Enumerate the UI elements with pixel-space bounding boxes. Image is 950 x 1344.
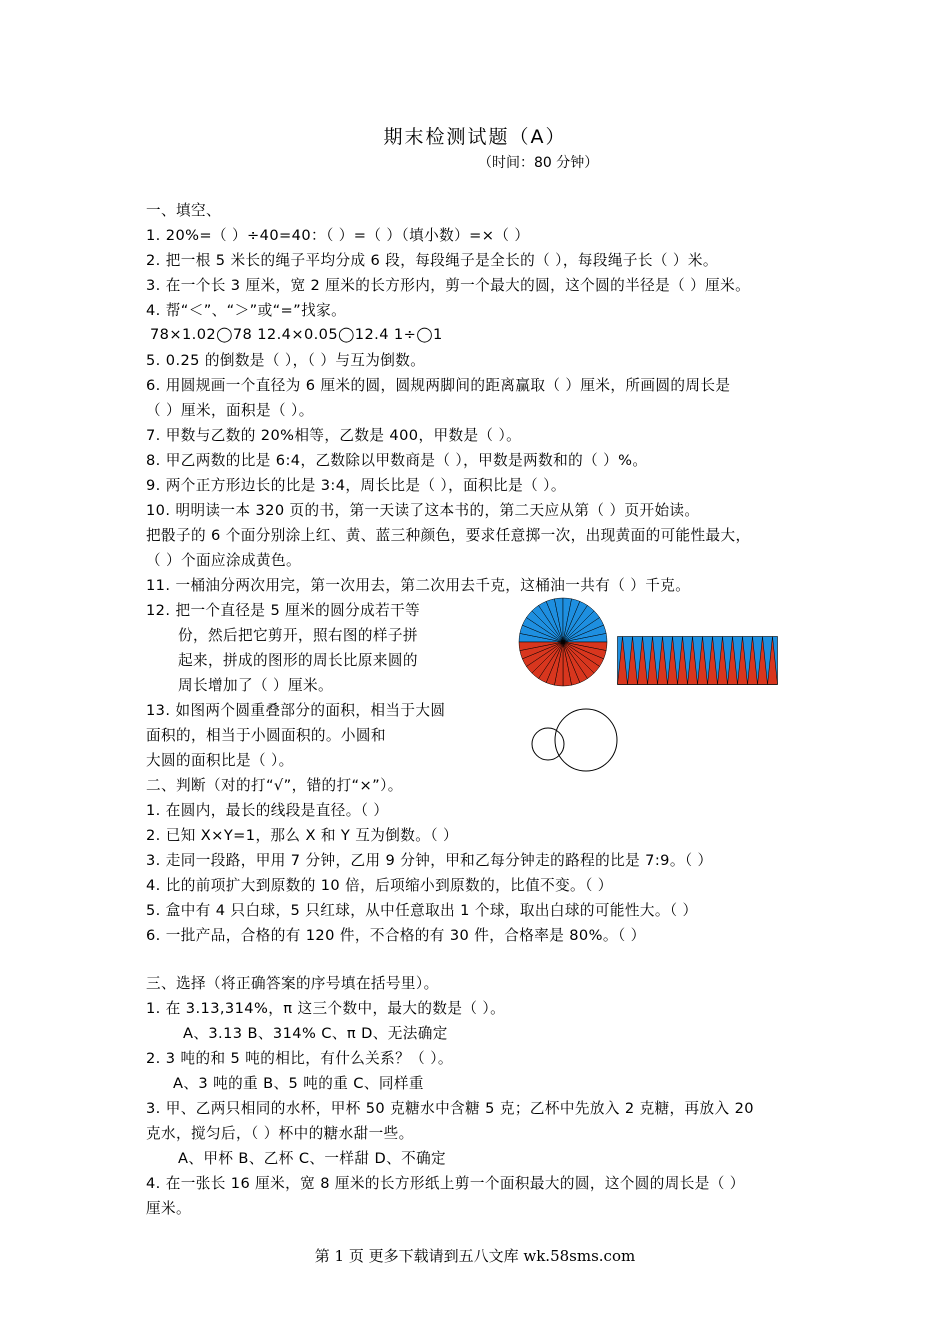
question-line: 1. 20%=（ ）÷40=40：（ ）=（ ）（填小数）=×（ ） bbox=[146, 227, 530, 244]
question-line: 8. 甲乙两数的比是 6:4，乙数除以甲数商是（ ），甲数是两数和的（ ）%。 bbox=[146, 452, 648, 469]
question-line: 4. 在一张长 16 厘米，宽 8 厘米的长方形纸上剪一个面积最大的圆，这个圆的周长是（ ） bbox=[146, 1175, 745, 1192]
question-line: 4. 帮“＜”、“＞”或“=”找家。 bbox=[146, 302, 347, 319]
question-line: 大圆的面积比是（ ）。 bbox=[146, 752, 294, 769]
question-line: 份，然后把它剪开，照右图的样子拼 bbox=[178, 627, 418, 644]
small-circle bbox=[532, 728, 564, 760]
question-line: 2. 已知 X×Y=1，那么 X 和 Y 互为倒数。（ ） bbox=[146, 827, 458, 844]
question-line: 78×1.02◯78 12.4×0.05◯12.4 1÷◯1 bbox=[150, 326, 443, 343]
sectored-circle-figure bbox=[515, 597, 611, 687]
question-line: 2. 把一根 5 米长的绳子平均分成 6 段，每段绳子是全长的（ ），每段绳子长（ ）米。 bbox=[146, 252, 718, 269]
question-line: 6. 一批产品，合格的有 120 件，不合格的有 30 件，合格率是 80%。（ ） bbox=[146, 927, 646, 944]
question-line: 4. 比的前项扩大到原数的 10 倍，后项缩小到原数的，比值不变。（ ） bbox=[146, 877, 613, 894]
question-line: 周长增加了（ ）厘米。 bbox=[178, 677, 333, 694]
question-line: 起来，拼成的图形的周长比原来圆的 bbox=[178, 652, 418, 669]
question-line: （ ）厘米，面积是（ ）。 bbox=[146, 402, 314, 419]
question-line: 5. 盒中有 4 只白球，5 只红球，从中任意取出 1 个球，取出白球的可能性大。（ ） bbox=[146, 902, 698, 919]
question-line: 3. 在一个长 3 厘米，宽 2 厘米的长方形内，剪一个最大的圆，这个圆的半径是（ ）厘米。 bbox=[146, 277, 751, 294]
question-line: 厘米。 bbox=[146, 1200, 191, 1217]
section-1-heading: 一、填空、 bbox=[146, 202, 221, 219]
question-line: 3. 走同一段路，甲用 7 分钟，乙用 9 分钟，甲和乙每分钟走的路程的比是 7:9。（ ） bbox=[146, 852, 713, 869]
choice-options: A、3.13 B、314% C、π D、无法确定 bbox=[183, 1025, 448, 1042]
question-line: 10. 明明读一本 320 页的书，第一天读了这本书的，第二天应从第（ ）页开始读。 bbox=[146, 502, 700, 519]
question-line: 克水，搅匀后，（ ）杯中的糖水甜一些。 bbox=[146, 1125, 414, 1142]
question-line: 12. 把一个直径是 5 厘米的圆分成若干等 bbox=[146, 602, 421, 619]
question-line: 9. 两个正方形边长的比是 3:4，周长比是（ ），面积比是（ ）。 bbox=[146, 477, 566, 494]
question-line: 5. 0.25 的倒数是（ ），（ ）与互为倒数。 bbox=[146, 352, 426, 369]
question-line: 2. 3 吨的和 5 吨的相比，有什么关系？（ ）。 bbox=[146, 1050, 453, 1067]
question-line: 11. 一桶油分两次用完，第一次用去，第二次用去千克，这桶油一共有（ ）千克。 bbox=[146, 577, 691, 594]
page-title: 期末检测试题（A） bbox=[383, 126, 567, 148]
question-line: 1. 在圆内，最长的线段是直径。（ ） bbox=[146, 802, 389, 819]
rearranged-sectors-figure bbox=[617, 636, 778, 686]
overlapping-circles-figure bbox=[528, 706, 620, 774]
choice-options: A、甲杯 B、乙杯 C、一样甜 D、不确定 bbox=[178, 1150, 447, 1167]
question-line: 7. 甲数与乙数的 20%相等，乙数是 400，甲数是（ ）。 bbox=[146, 427, 522, 444]
question-line: （ ）个面应涂成黄色。 bbox=[146, 552, 301, 569]
page-footer: 第 1 页 更多下载请到五八文库 wk.58sms.com bbox=[314, 1247, 636, 1265]
large-circle bbox=[555, 709, 617, 771]
section-2-heading: 二、判断（对的打“√”，错的打“×”）。 bbox=[146, 777, 403, 794]
choice-options: A、3 吨的重 B、5 吨的重 C、同样重 bbox=[173, 1075, 424, 1092]
question-line: 把骰子的 6 个面分别涂上红、黄、蓝三种颜色，要求任意掷一次，出现黄面的可能性最大， bbox=[146, 527, 751, 544]
question-line: 6. 用圆规画一个直径为 6 厘米的圆，圆规两脚间的距离赢取（ ）厘米，所画圆的周长是 bbox=[146, 377, 731, 394]
question-line: 13. 如图两个圆重叠部分的面积，相当于大圆 bbox=[146, 702, 446, 719]
time-limit: （时间：80 分钟） bbox=[478, 155, 599, 171]
question-line: 3. 甲、乙两只相同的水杯，甲杯 50 克糖水中含糖 5 克；乙杯中先放入 2 克糖，再放入 20 bbox=[146, 1100, 754, 1117]
section-3-heading: 三、选择（将正确答案的序号填在括号里）。 bbox=[146, 975, 439, 992]
question-line: 面积的，相当于小圆面积的。小圆和 bbox=[146, 727, 386, 744]
question-line: 1. 在 3.13,314%，π 这三个数中，最大的数是（ ）。 bbox=[146, 1000, 506, 1017]
